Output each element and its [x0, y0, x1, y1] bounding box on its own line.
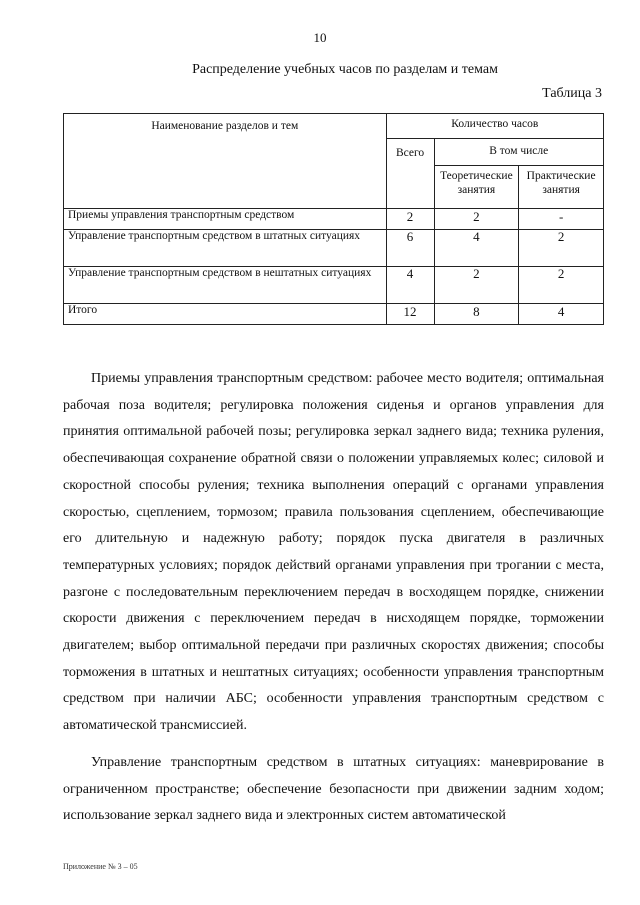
table-row — [64, 267, 604, 304]
header-theory: Теоретические занятия — [434, 166, 519, 209]
row-practice: 2 — [519, 230, 604, 267]
hours-distribution-table — [63, 113, 604, 325]
row-practice: 4 — [519, 304, 604, 325]
page-number: 10 — [313, 30, 327, 45]
row-practice: 2 — [519, 267, 604, 304]
row-name: Управление транспортным средством в нештатных ситуациях — [64, 267, 387, 304]
row-name: Итого — [64, 304, 387, 325]
table-label: Таблица 3 — [542, 86, 602, 101]
table-header-row-1 — [64, 114, 604, 139]
row-total: 2 — [386, 209, 434, 230]
body-paragraph: Приемы управления транспортным средством: рабочее место водителя; оптимальная рабочая поза водителя; регулировка положения сиденья и органов управления для принятия оптимальной рабочей позы; регулировка зеркал заднего вида; техника руления, обеспечивающая сохранение обратной связи о положении управляемых колес; силовой и скоростной способы руления; техника выполнения операций с органами управления скоростью, сцеплением, тормозом; правила пользования сцеплением, обеспечивающие его длительную и надежную работу; порядок пуска двигателя в различных температурных условиях; порядок действий органами управления при трогании с места, разгоне с последовательным переключением передач в восходящем порядке, снижении скорости движения с переключением передач в нисходящем порядке, торможении двигателем; выбор оптимальной передачи при различных скоростях движения; способы торможения в штатных и нештатных ситуациях; особенности управления транспортным средством при наличии АБС; особенности управления транспортным средством с автоматической трансмиссией. — [63, 371, 604, 734]
header-total: Всего — [386, 139, 434, 209]
row-practice: - — [519, 209, 604, 230]
row-name: Приемы управления транспортным средством — [64, 209, 387, 230]
row-theory: 2 — [434, 267, 519, 304]
row-total: 6 — [386, 230, 434, 267]
row-name: Управление транспортным средством в штатных ситуациях — [64, 230, 387, 267]
header-section-name: Наименование разделов и тем — [64, 114, 387, 209]
table-row — [64, 230, 604, 267]
page-footer: Приложение № 3 – 05 — [63, 862, 138, 871]
row-total: 12 — [386, 304, 434, 325]
header-practice: Практические занятия — [519, 166, 604, 209]
row-total: 4 — [386, 267, 434, 304]
header-hours-count: Количество часов — [386, 114, 603, 139]
body-paragraph: Управление транспортным средством в штатных ситуациях: маневрирование в ограниченном пространстве; обеспечение безопасности при движении задним ходом; использование зеркал заднего вида и электронных систем автоматической — [63, 755, 604, 824]
row-theory: 8 — [434, 304, 519, 325]
table-total-row — [64, 304, 604, 325]
header-including: В том числе — [434, 139, 603, 166]
document-title: Распределение учебных часов по разделам и темам — [192, 62, 498, 77]
table-row — [64, 209, 604, 230]
row-theory: 4 — [434, 230, 519, 267]
row-theory: 2 — [434, 209, 519, 230]
